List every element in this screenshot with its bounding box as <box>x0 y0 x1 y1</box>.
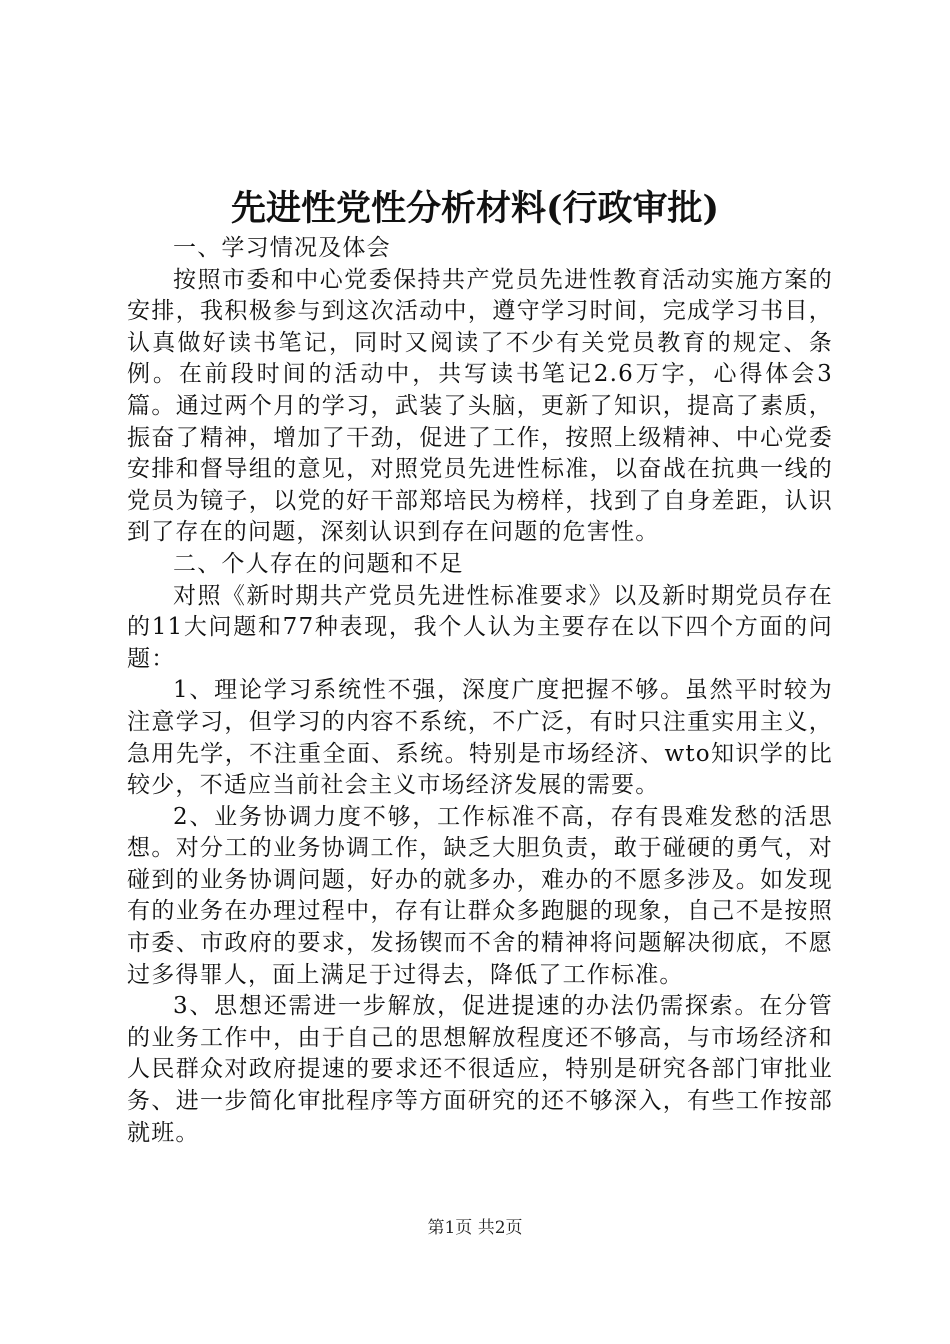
page-footer: 第1页 共2页 <box>427 1218 523 1238</box>
paragraph-problem-2: 2、业务协调力度不够，工作标准不高，存有畏难发愁的活思想。对分工的业务协调工作，缺乏大胆负责，敢于碰硬的勇气，对碰到的业务协调问题，好办的就多办，难办的不愿多涉及。如发现有的业务在办理过程中，存有让群众多跑腿的现象，自己不是按照市委、市政府的要求，发扬锲而不舍的精神将问题解决彻底，不愿过多得罪人，面上满足于过得去，降低了工作标准。 <box>127 803 833 988</box>
section-heading-1: 一、学习情况及体会 <box>173 235 391 261</box>
paragraph-problem-1: 1、理论学习系统性不强，深度广度把握不够。虽然平时较为注意学习，但学习的内容不系统，不广泛，有时只注重实用主义，急用先学，不注重全面、系统。特别是市场经济、wto知识学的比较少，不适应当前社会主义市场经济发展的需要。 <box>127 677 833 799</box>
section-heading-2: 二、个人存在的问题和不足 <box>173 550 464 577</box>
paragraph-study: 按照市委和中心党委保持共产党员先进性教育活动实施方案的安排，我积极参与到这次活动中，遵守学习时间，完成学习书目，认真做好读书笔记，同时又阅读了不少有关党员教育的规定、条例。在前段时间的活动中，共写读书笔记2.6万字，心得体会3篇。通过两个月的学习，武装了头脑，更新了知识，提高了素质，振奋了精神，增加了干劲，促进了工作，按照上级精神、中心党委安排和督导组的意见，对照党员先进性标准，以奋战在抗典一线的党员为镜子，以党的好干部郑培民为榜样，找到了自身差距，认识到了存在的问题，深刻认识到存在问题的危害性。 <box>127 266 833 546</box>
document-body <box>127 233 833 1149</box>
paragraph-problem-3: 3、思想还需进一步解放，促进提速的办法仍需探索。在分管的业务工作中，由于自己的思想解放程度还不够高，与市场经济和人民群众对政府提速的要求还不很适应，特别是研究各部门审批业务、进一步简化审批程序等方面研究的还不够深入，有些工作按部就班。 <box>127 993 833 1146</box>
paragraph-intro-problems: 对照《新时期共产党员先进性标准要求》以及新时期党员存在的11大问题和77种表现，我个人认为主要存在以下四个方面的问题： <box>127 582 833 672</box>
document-title: 先进性党性分析材料(行政审批) <box>230 188 720 229</box>
